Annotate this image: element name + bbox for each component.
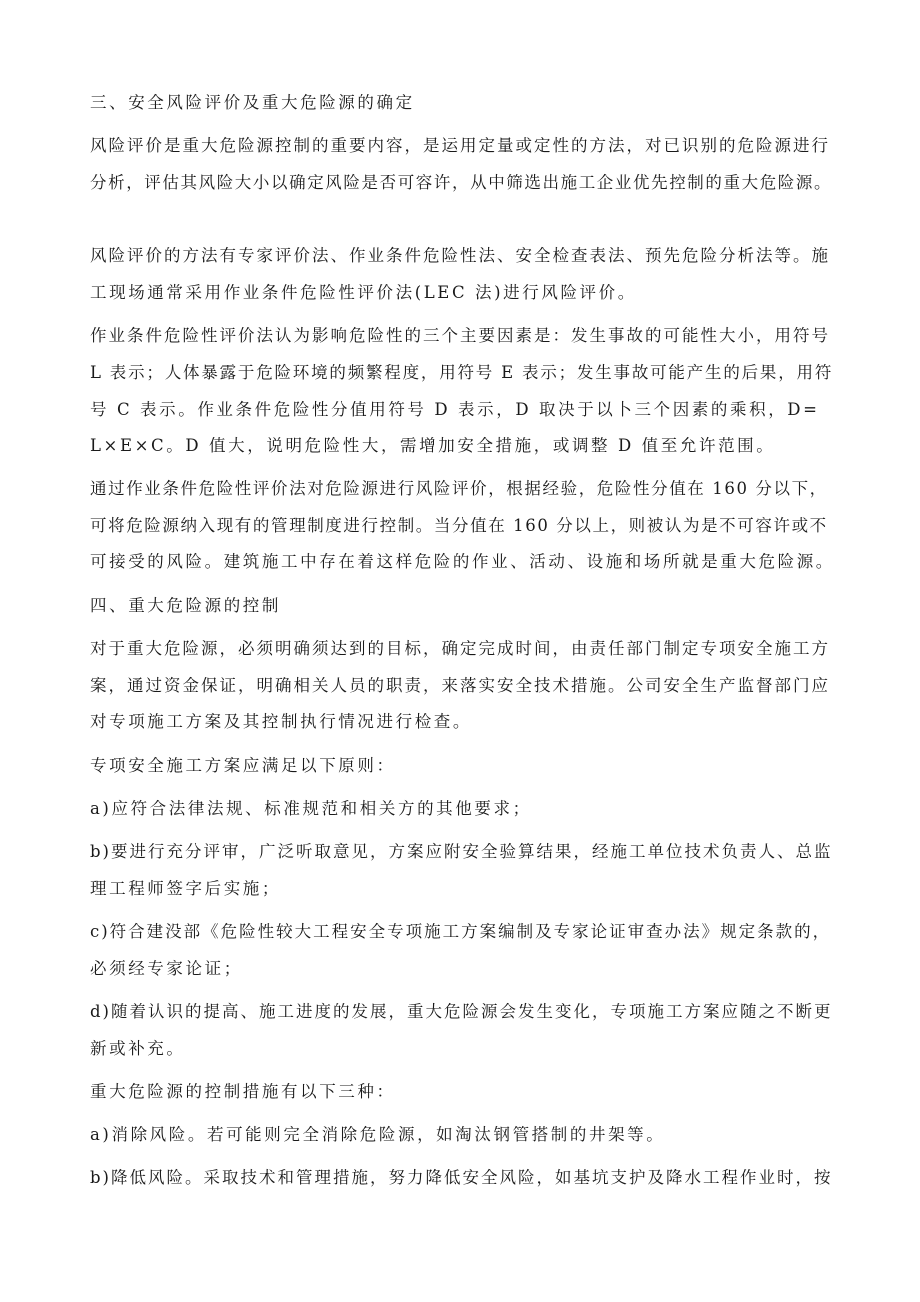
list-item-line: b)要进行充分评审，广泛听取意见，方案应附安全验算结果，经施工单位技术负责人、总监 [90, 842, 833, 861]
paragraph-line: L×E×C。D 值大，说明危险性大，需增加安全措施，或调整 D 值至允许范围。 [90, 436, 776, 455]
list-item-line: c)符合建没部《危险性较大工程安全专项施工方案编制及专家论证审查办法》规定条款的， [90, 922, 832, 941]
list-item-line: 必须经专家论证； [90, 959, 243, 978]
paragraph-line: 风险评价的方法有专家评价法、作业条件危险性法、安全检查表法、预先危险分析法等。施 [90, 246, 830, 265]
paragraph-line: 专项安全施工方案应满足以下原则： [90, 756, 396, 775]
list-item-line: 新或补充。 [90, 1039, 186, 1058]
paragraph-line: 对专项施工方案及其控制执行情况进行检查。 [90, 712, 472, 731]
section-heading-3: 三、安全风险评价及重大危险源的确定 [90, 93, 415, 112]
list-item-line: b)降低风险。采取技术和管理措施，努力降低安全风险，如基坑支护及降水工程作业时，按 [90, 1168, 833, 1187]
list-item-line: d)随着认识的提高、施工进度的发展，重大危险源会发生变化，专项施工方案应随之不断更 [90, 1002, 833, 1021]
paragraph-line: 可将危险源纳入现有的管理制度进行控制。当分值在 160 分以上，则被认为是不可容许或不 [90, 516, 828, 535]
paragraph-line: 号 C 表示。作业条件危险性分值用符号 D 表示，D 取决于以卜三个因素的乘积，D= [90, 400, 820, 419]
paragraph-line: 工现场通常采用作业条件危险性评价法(LEC 法)进行风险评价。 [90, 283, 637, 302]
paragraph-line: 重大危险源的控制措施有以下三种： [90, 1082, 396, 1101]
paragraph-line: 分析，评估其风险大小以确定风险是否可容许，从中筛选出施工企业优先控制的重大危险源。 [90, 173, 833, 192]
list-item-line: a)消除风险。若可能则完全消除危险源，如淘汰钢管搭制的井架等。 [90, 1125, 666, 1144]
paragraph-line: 作业条件危险性评价法认为影响危险性的三个主要因素是：发生事故的可能性大小，用符号 [90, 326, 830, 345]
section-heading-4: 四、重大危险源的控制 [90, 596, 281, 615]
list-item-line: 理工程师签字后实施； [90, 879, 281, 898]
paragraph-line: 风险评价是重大危险源控制的重要内容，是运用定量或定性的方法，对已识别的危险源进行 [90, 136, 830, 155]
paragraph-line: L 表示；人体暴露于危险环境的频繁程度，用符号 E 表示；发生事故可能产生的后果，用符 [90, 363, 834, 382]
list-item-line: a)应符合法律法规、标准规范和相关方的其他要求； [90, 799, 532, 818]
paragraph-line: 案，通过资金保证，明确相关人员的职责，来落实安全技术措施。公司安全生产监督部门应 [90, 676, 830, 695]
paragraph-line: 可接受的风险。建筑施工中存在着这样危险的作业、活动、设施和场所就是重大危险源。 [90, 552, 835, 571]
paragraph-line: 对于重大危险源，必须明确须达到的目标，确定完成时间，由责任部门制定专项安全施工方 [90, 639, 830, 658]
paragraph-line: 通过作业条件危险性评价法对危险源进行风险评价，根据经验，危险性分值在 160 分以下， [90, 479, 828, 498]
